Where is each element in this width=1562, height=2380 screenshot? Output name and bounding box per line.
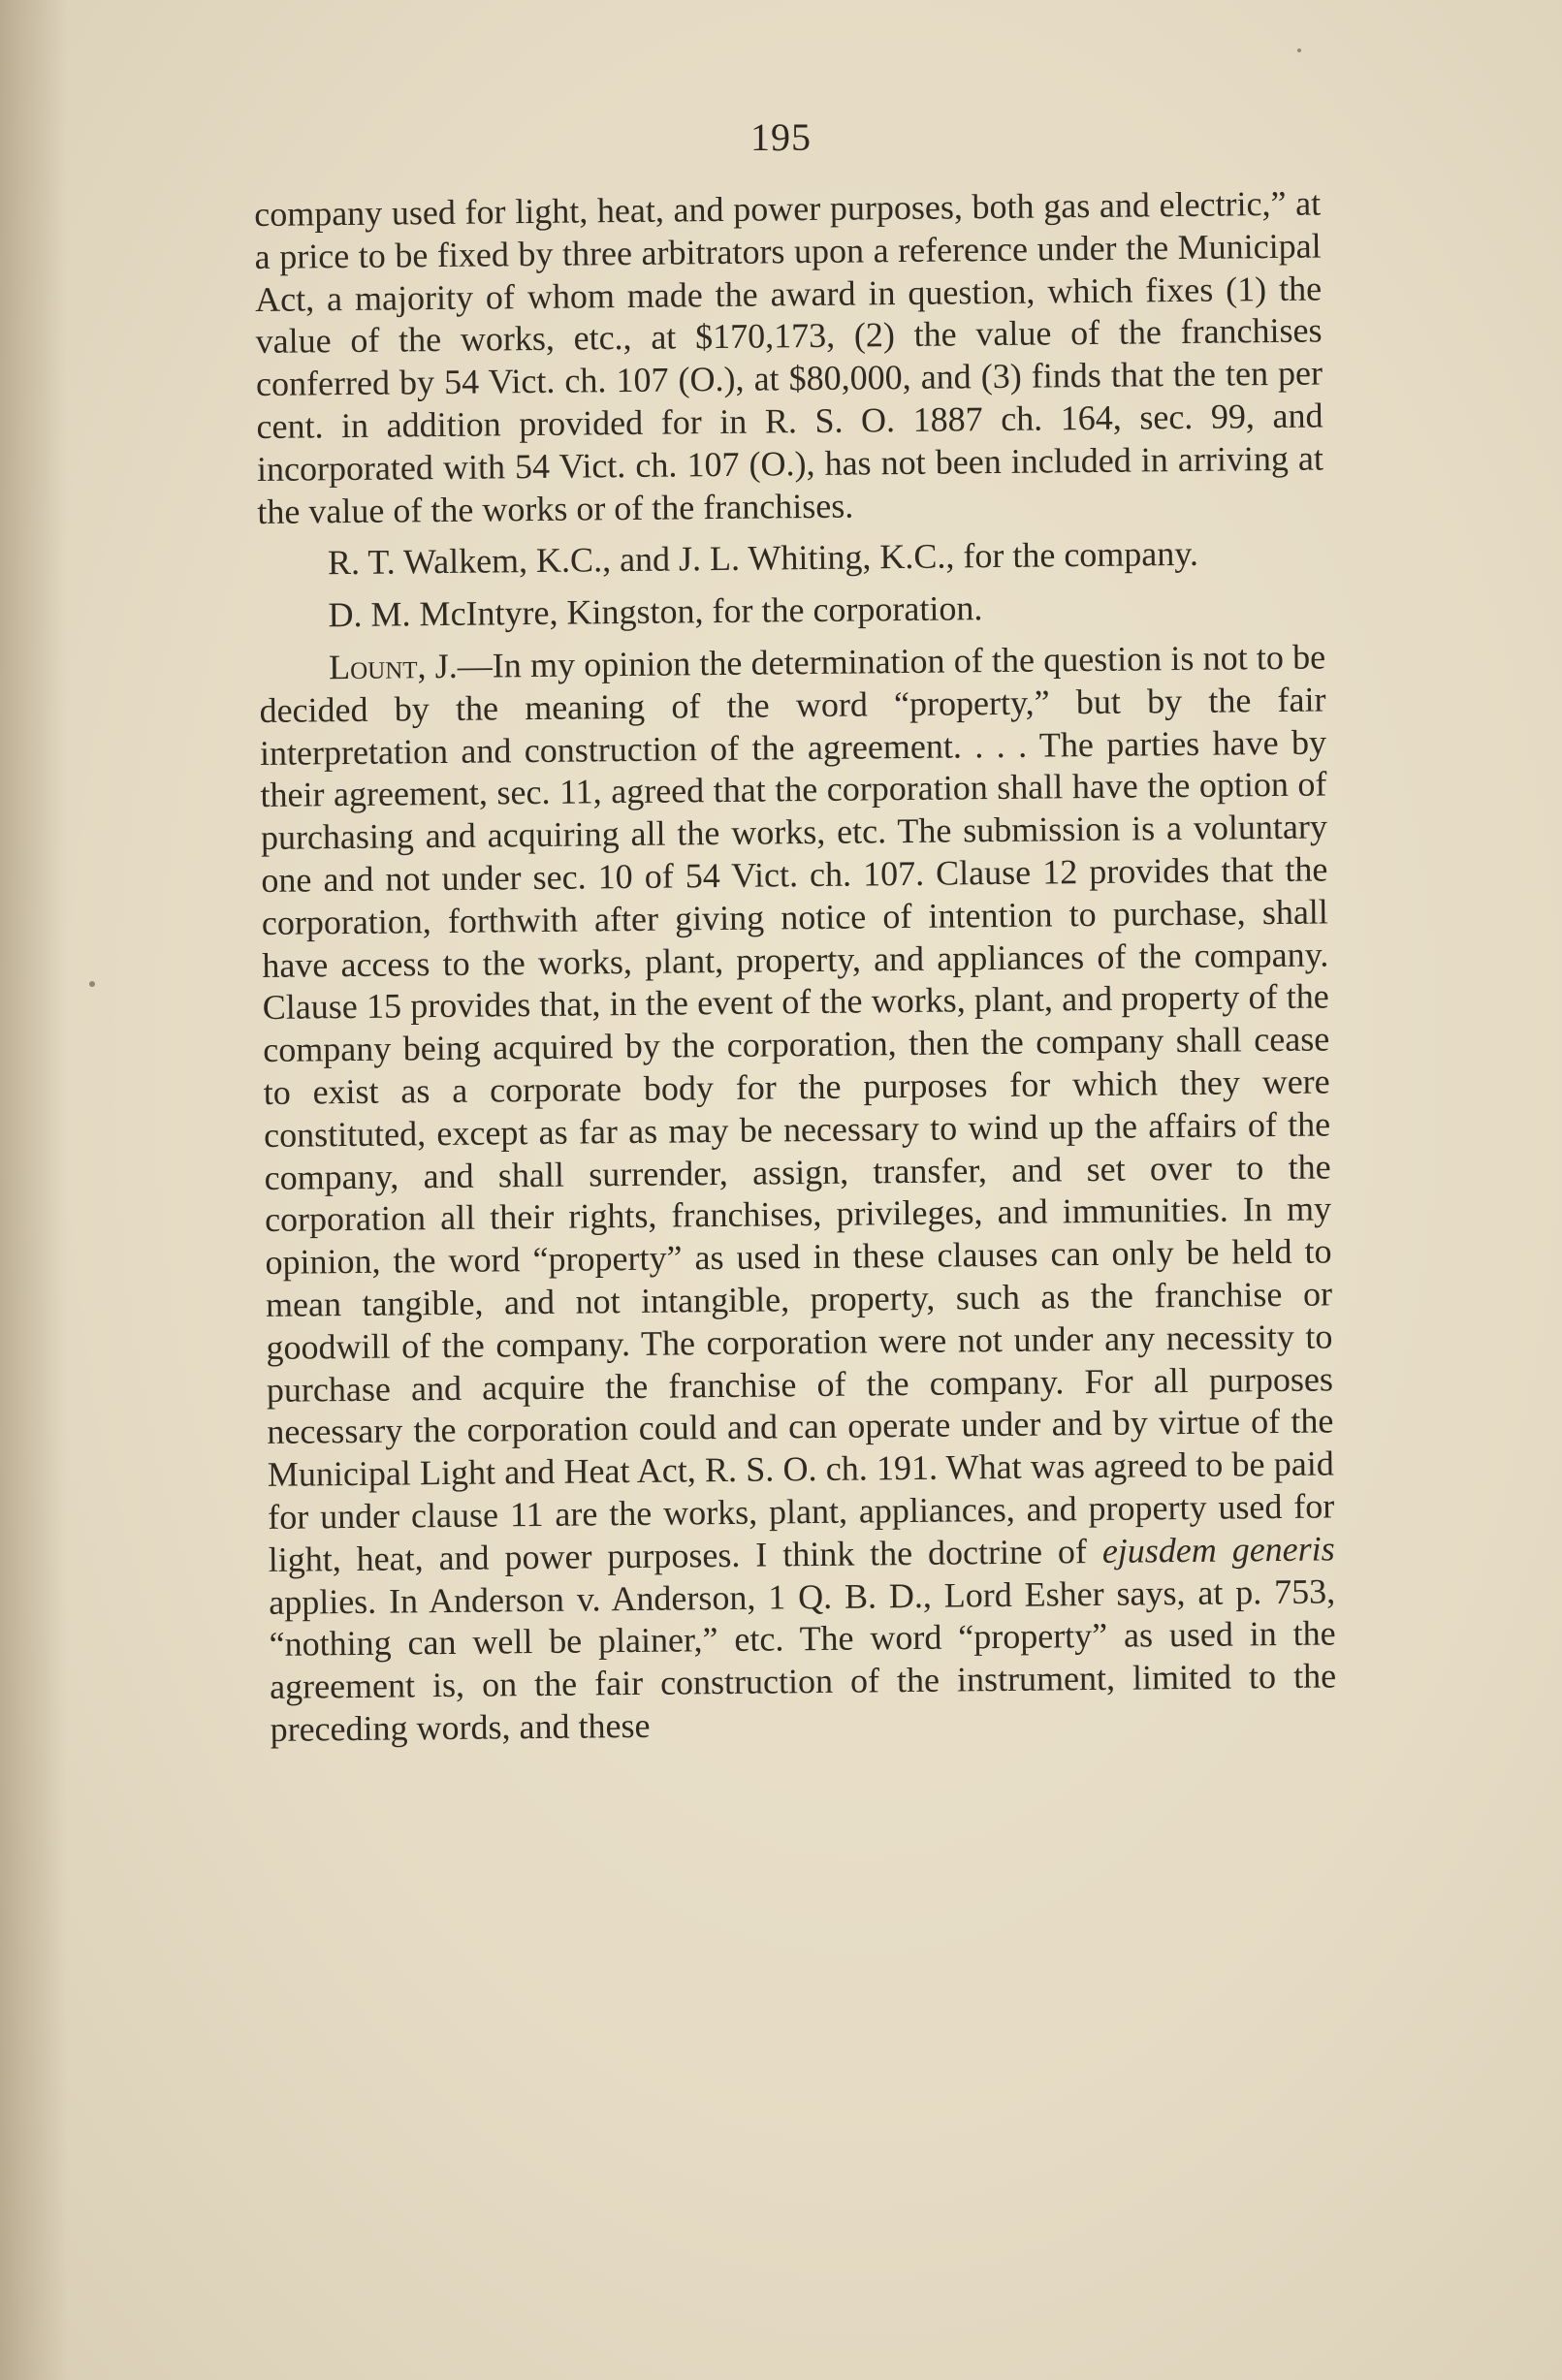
page-number: 195: [750, 115, 812, 159]
stray-ink-mark: [1297, 48, 1301, 52]
body-text: [254, 182, 1337, 1751]
paragraph-counsel-company: R. T. Walkem, K.C., and J. L. Whiting, K.C., for the company.: [327, 534, 1199, 583]
paragraph-judgment: [259, 636, 1337, 1751]
stray-ink-mark: [89, 981, 95, 987]
judge-name: Lount, J.: [328, 646, 458, 687]
judgment-text-b: applies. In Anderson v. Anderson, 1 Q. B. D., Lord Esher says, at p. 753, “nothing can well be plainer,” etc. The word “property” as used in the agreement is, on the fair construction of the instrument, limited to the preceding words, and these: [269, 1571, 1337, 1749]
latin-phrase: ejusdem generis: [1101, 1529, 1335, 1571]
paragraph-continued-facts: company used for light, heat, and power purposes, both gas and electric,” at a price to be fixed by three arbitrators upon a reference under the Municipal Act, a majority of whom made the award in question, which fixes (1) the value of the works, etc., at $170,173, (2) the value of the franchises conferred by 54 Vict. ch. 107 (O.), at $80,000, and (3) finds that the ten per cent. in addition provided for in R. S. O. 1887 ch. 164, sec. 99, and incorporated with 54 Vict. ch. 107 (O.), has not been included in arriving at the value of the works or of the franchises.: [254, 183, 1324, 531]
paragraph-counsel-corporation: D. M. McIntyre, Kingston, for the corporation.: [328, 588, 983, 635]
judgment-text-a: —In my opinion the determination of the question is not to be decided by the meaning of the word “property,” but by the fair interpretation and construction of the agreement. . . . The parties have by their agreement, sec. 11, agreed that the corporation shall have the option of purchasing and acquiring all the works, etc. The submission is a voluntary one and not under sec. 10 of 54 Vict. ch. 107. Clause 12 provides that the corporation, forthwith after giving notice of intention to purchase, shall have access to the works, plant, property, and appliances of the company. Clause 15 provides that, in the event of the works, plant, and property of the company being acquired by the corporation, then the company shall cease to exist as a corporate body for the purposes for which they were constituted, except as far as may be necessary to wind up the affairs of the company, and shall surrender, assign, transfer, and set over to the corporation all their rights, franchises, privileges, and immunities. In my opinion, the word “property” as used in these clauses can only be held to mean tangible, and not intangible, property, such as the franchise or goodwill of the company. The corporation were not under any necessity to purchase and acquire the franchise of the company. For all purposes necessary the corporation could and can operate under and by virtue of the Municipal Light and Heat Act, R. S. O. ch. 191. What was agreed to be paid for under clause 11 are the works, plant, appliances, and property used for light, heat, and power purposes. I think the doctrine of: [259, 637, 1335, 1579]
binding-shadow: [0, 0, 68, 2380]
